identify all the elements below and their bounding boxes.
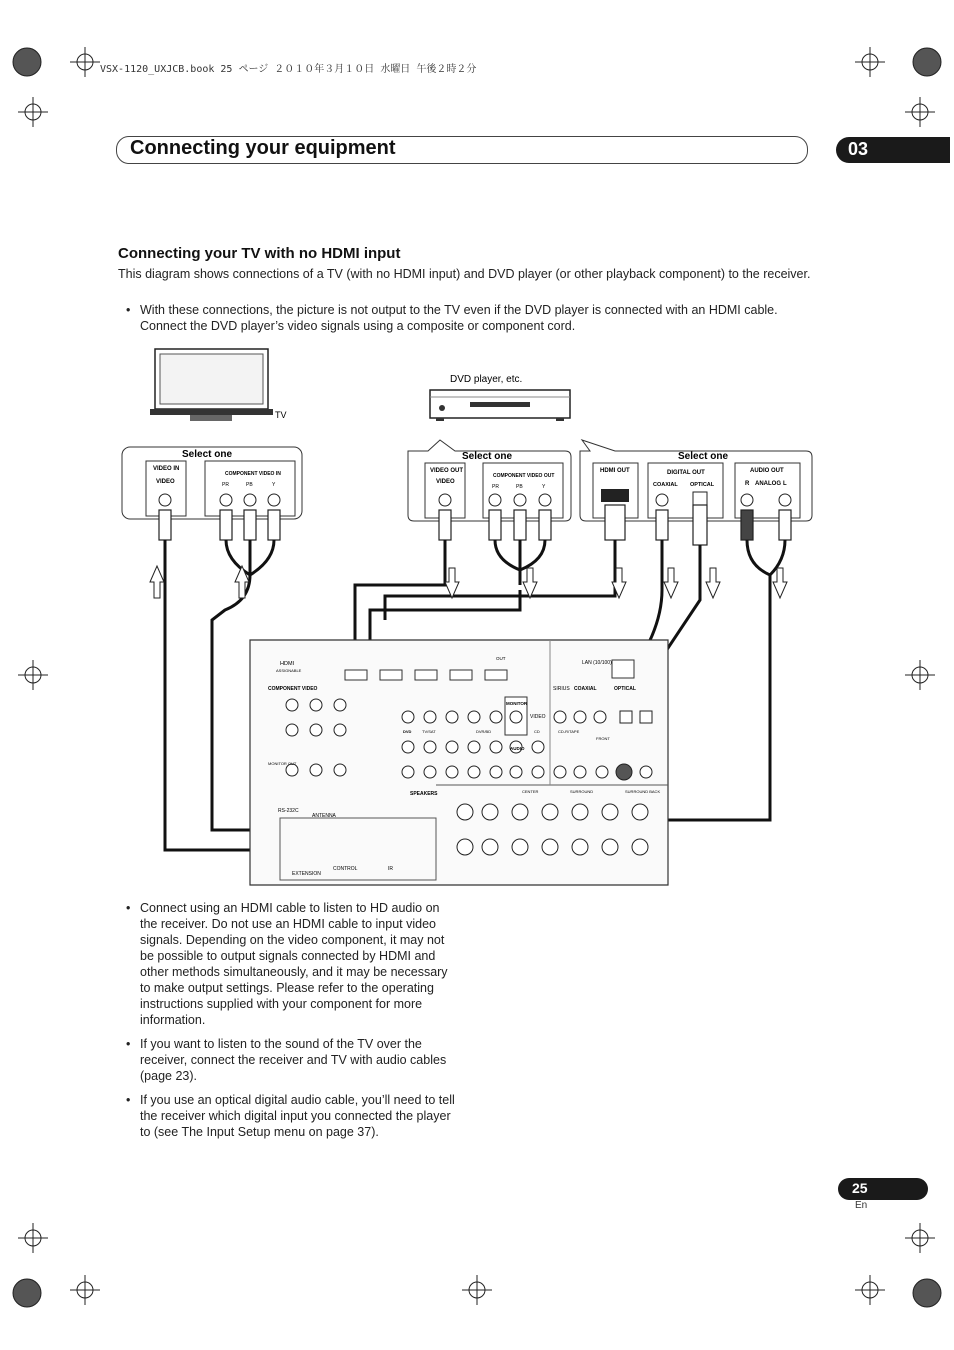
tv-video: VIDEO (156, 479, 175, 485)
rcv-rs232c: RS-232C (278, 808, 299, 814)
bullet-item: • With these connections, the picture is not output to the TV even if the DVD player is connected with an HDMI cable. Connect the DVD player’s video signals using a composite or component cord. (118, 302, 818, 334)
rcv-monitor-out: MONITOR OUT (268, 761, 297, 766)
rcv-assignable: ASSIGNABLE (276, 668, 302, 673)
dvd-digital-out: DIGITAL OUT (667, 470, 705, 476)
tv-component-video-in: COMPONENT VIDEO IN (225, 471, 281, 477)
dvd-y: Y (542, 484, 546, 490)
tv-pr: PR (222, 482, 229, 488)
rcv-dvr-bd: DVR/BD (476, 729, 492, 734)
chapter-title: Connecting your equipment (130, 137, 396, 159)
dvd-pb: PB (516, 484, 523, 490)
rcv-audio: AUDIO (510, 746, 525, 751)
dvd-pr: PR (492, 484, 499, 490)
dvd-optical: OPTICAL (690, 482, 715, 488)
section-heading: Connecting your TV with no HDMI input (118, 245, 401, 262)
dvd-hdmi-out: HDMI OUT (600, 468, 630, 474)
dvd-player-icon (430, 390, 570, 421)
tv-pb: PB (246, 482, 253, 488)
rcv-lan: LAN (10/100) (582, 660, 612, 666)
bullet-item: • Connect using an HDMI cable to listen to HD audio on the receiver. Do not use an HDMI cable to input video signals. Depending on the video component, it may not be possible to output signals connected by HDMI and other methods simultaneously, and it may be necessary to make output settings. Please refer to the operating instructions supplied with your component for more information. (118, 900, 458, 1028)
bullet-list-bottom (118, 900, 458, 1148)
intro-paragraph: This diagram shows connections of a TV (with no HDMI input) and DVD player (or other playback component) to the receiver. (118, 267, 811, 281)
dvd-video: VIDEO (436, 479, 455, 485)
tv-video-in: VIDEO IN (153, 466, 180, 472)
dvd-r: R (745, 481, 750, 487)
tv-label: TV (275, 410, 287, 420)
rcv-surround: SURROUND (570, 789, 594, 794)
rcv-control: CONTROL (333, 866, 358, 872)
dvd-l: L (783, 481, 787, 487)
rcv-cd-r-tape: CD-R/TAPE (558, 729, 580, 734)
dvd-coaxial: COAXIAL (653, 482, 678, 488)
rcv-front: FRONT (596, 736, 610, 741)
bullet-item: • If you use an optical digital audio cable, you’ll need to tell the receiver which digital input you connected the player to (see The Input Setup menu on page 37). (118, 1092, 458, 1140)
page-number: 25 (852, 1180, 868, 1196)
rcv-cd: CD (534, 729, 540, 734)
tv-icon (150, 349, 273, 421)
print-header: VSX-1120_UXJCB.book 25 ページ ２０１０年３月１０日 水曜日 午後２時２分 (100, 64, 477, 75)
select-one-tv: Select one (182, 449, 233, 460)
chapter-number: 03 (848, 139, 869, 159)
rcv-monitor: MONITOR (506, 701, 528, 706)
dvd-component-video-out: COMPONENT VIDEO OUT (493, 473, 555, 479)
tv-y: Y (272, 482, 276, 488)
bullet-item: • If you want to listen to the sound of the TV over the receiver, connect the receiver and TV with audio cables (page 23). (118, 1036, 458, 1084)
rcv-speakers: SPEAKERS (410, 791, 438, 797)
rcv-component-video: COMPONENT VIDEO (268, 686, 318, 692)
page-language: En (855, 1200, 868, 1211)
rcv-antenna: ANTENNA (312, 813, 336, 819)
rcv-center: CENTER (522, 789, 539, 794)
rcv-tv-sat: TV/SAT (422, 729, 436, 734)
rcv-coaxial: COAXIAL (574, 686, 597, 692)
rcv-optical: OPTICAL (614, 686, 636, 692)
select-one-dvd-audio: Select one (678, 451, 729, 462)
dvd-analog: ANALOG (755, 481, 781, 487)
rcv-extension: EXTENSION (292, 871, 321, 877)
dvd-video-out: VIDEO OUT (430, 468, 464, 474)
rcv-surround-back: SURROUND BACK (625, 789, 661, 794)
rcv-ir: IR (388, 866, 393, 872)
select-one-dvd-video: Select one (462, 451, 513, 462)
rcv-out: OUT (496, 656, 506, 661)
receiver-rear-panel (250, 640, 668, 885)
dvd-label: DVD player, etc. (450, 374, 523, 385)
rcv-sirius: SIRIUS (553, 686, 570, 692)
rcv-hdmi: HDMI (280, 661, 295, 667)
rcv-video: VIDEO (530, 714, 546, 720)
dvd-audio-out: AUDIO OUT (750, 468, 784, 474)
rcv-dvd: DVD (403, 729, 412, 734)
